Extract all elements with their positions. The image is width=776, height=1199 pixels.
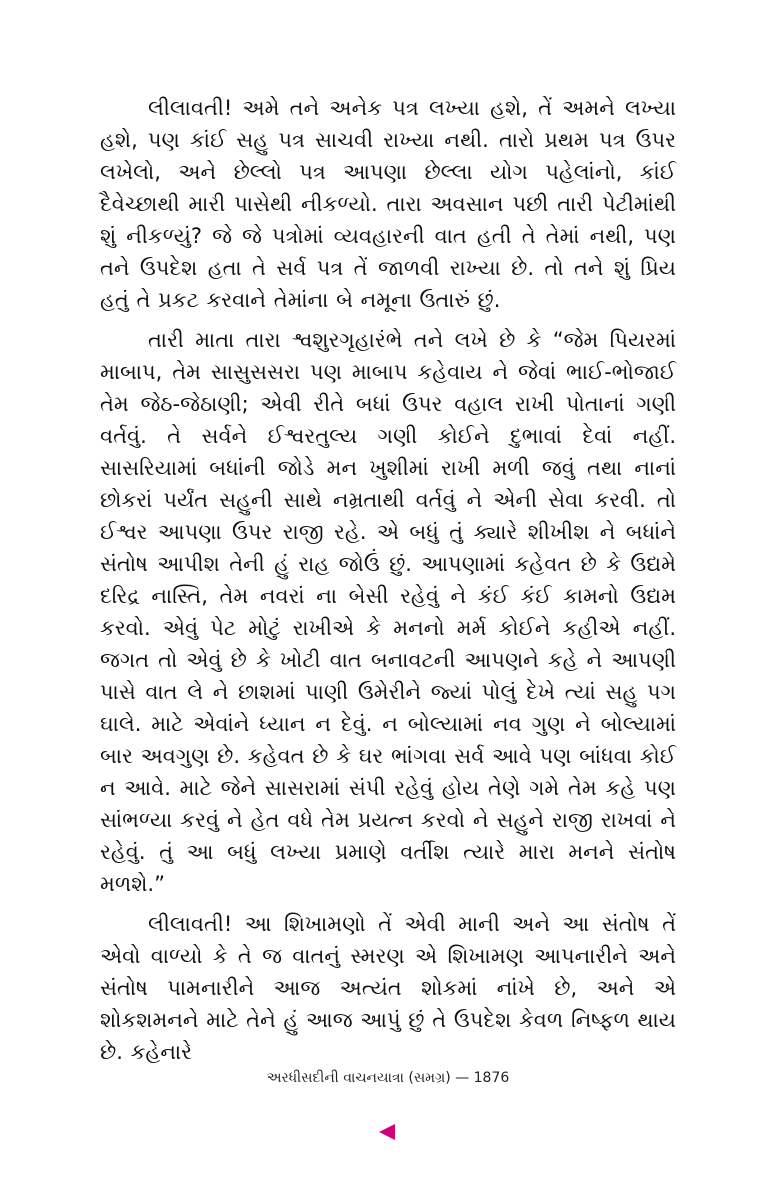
paragraph: લીલાવતી! અમે તને અનેક પત્ર લખ્યા હશે, તેં અમને લખ્યા હશે, પણ કાંઈ સહુ પત્ર સાચવી રાખ્યા નથી. તારો પ્રથમ પત્ર ઉપર લખેલો, અને છેલ્લો પત્ર આપણા છેલ્લા યોગ પહેલાંનો, કાંઈ દૈવેચ્છાથી મારી પાસેથી નીકળ્યો. તારા અવસાન પછી તારી પેટીમાંથી શું નીકળ્યું? જે જે પત્રોમાં વ્યવહારની વાત હતી તે તેમાં નથી, પણ તને ઉપદેશ હતા તે સર્વ પત્ર તેં જાળવી રાખ્યા છે. તો તને શું પ્રિય હતું તે પ્રકટ કરવાને તેમાંના બે નમૂના ઉતારું છું. (100, 96, 676, 312)
page-body (100, 92, 676, 1068)
paragraph: તારી માતા તારા શ્વશુરગૃહારંભે તને લખે છે કે “જેમ પિયરમાં માબાપ, તેમ સાસુસસરા પણ માબાપ કહેવાય ને જેવાં ભાઈ-ભોજાઈ તેમ જેઠ-જેઠાણી; એવી રીતે બધાં ઉપર વહાલ રાખી પોતાનાં ગણી વર્તવું. તે સર્વને ઈશ્વરતુલ્ય ગણી કોઈને દુભાવાં દેવાં નહીં. સાસરિયામાં બધાંની જોડે મન ખુશીમાં રાખી મળી જવું તથા નાનાં છોકરાં પર્યંત સહુની સાથે નમ્રતાથી વર્તવું ને એની સેવા કરવી. તો ઈશ્વર આપણા ઉપર રાજી રહે. એ બધું તું ક્યારે શીખીશ ને બધાંને સંતોષ આપીશ તેની હું રાહ જોઉં છું. આપણામાં કહેવત છે કે ઉદ્યમે દરિદ્ર નાસ્તિ, તેમ નવરાં ના બેસી રહેવું ને કંઈ કંઈ કામનો ઉદ્યમ કરવો. એવું પેટ મોટું રાખીએ કે મનનો મર્મ કોઈને કહીએ નહીં. જગત તો એવું છે કે ખોટી વાત બનાવટની આપણને કહે ને આપણી પાસે વાત લે ને છાશમાં પાણી ઉમેરીને જ્યાં પોલું દેખે ત્યાં સહુ પગ ઘાલે. માટે એવાંને ધ્યાન ન દેવું. ન બોલ્યામાં નવ ગુણ ને બોલ્યામાં બાર અવગુણ છે. કહેવત છે કે ઘર ભાંગવા સર્વ આવે પણ બાંધવા કોઈ ન આવે. માટે જેને સાસરામાં સંપી રહેવું હોય તેણે ગમે તેમ કહે પણ સાંભળ્યા કરવું ને હેત વધે તેમ પ્રયત્ન કરવો ને સહુને રાજી રાખવાં ને રહેવું. તું આ બધું લખ્યા પ્રમાણે વર્તીશ ત્યારે મારા મનને સંતોષ મળશે.” (100, 328, 676, 896)
previous-page-arrow-icon[interactable] (379, 1124, 395, 1140)
page-footer: અરધીસદીની વાચનયાત્રા (સમગ્ર) — 1876 (266, 1070, 510, 1086)
paragraph: લીલાવતી! આ શિખામણો તેં એવી માની અને આ સંતોષ તેં એવો વાળ્યો કે તે જ વાતનું સ્મરણ એ શિખામણ આપનારીને અને સંતોષ પામનારીને આજ અત્યંત શોકમાં નાંખે છે, અને એ શોકશમનને માટે તેને હું આજ આપું છું તે ઉપદેશ કેવળ નિષ્ફળ થાય છે. કહેનારે (100, 912, 676, 1064)
